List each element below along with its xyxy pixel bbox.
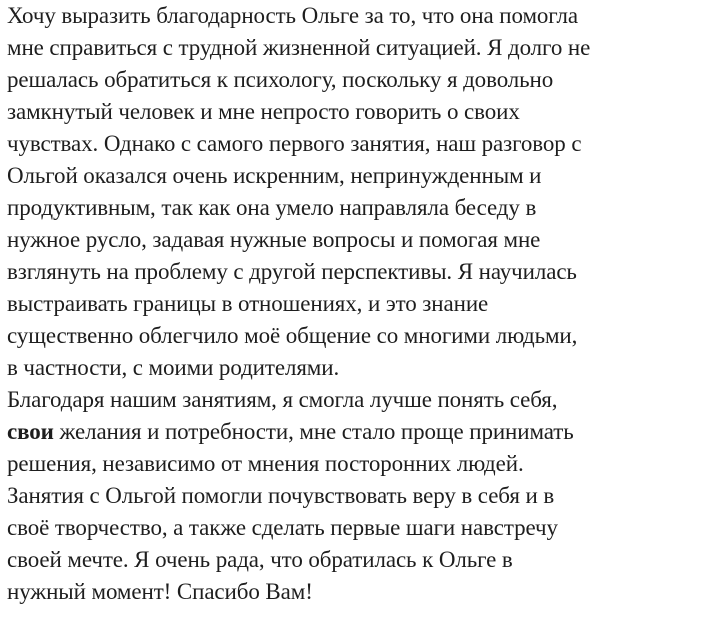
text-line-10: выстраивать границы в отношениях, и это знание (7, 291, 489, 316)
text-line-11: существенно облегчило моё общение со многими людьми, (7, 323, 578, 348)
text-line-17: своё творчество, а также сделать первые шаги навстречу (7, 515, 558, 540)
text-line-18: своей мечте. Я очень рада, что обратилась к Ольге в (7, 547, 513, 572)
text-line-15: решения, независимо от мнения посторонних людей. (7, 451, 524, 476)
text-line-6: Ольгой оказался очень искренним, непринужденным и (7, 163, 542, 188)
text-line-5: чувствах. Однако с самого первого занятия, наш разговор с (7, 131, 582, 156)
text-line-9: взглянуть на проблему с другой перспективы. Я научилась (7, 259, 577, 284)
text-line-7: продуктивным, так как она умело направляла беседу в (7, 195, 537, 220)
text-line-14-bold-word: свои (7, 419, 54, 444)
text-line-1: Хочу выразить благодарность Ольге за то, что она помогла (7, 3, 578, 28)
text-line-16: Занятия с Ольгой помогли почувствовать веру в себя и в (7, 483, 555, 508)
review-text (7, 0, 711, 608)
text-line-2: мне справиться с трудной жизненной ситуацией. Я долго не (7, 35, 591, 60)
text-line-8: нужное русло, задавая нужные вопросы и помогая мне (7, 227, 541, 252)
text-line-3: решалась обратиться к психологу, поскольку я довольно (7, 67, 554, 92)
text-line-13: Благодаря нашим занятиям, я смогла лучше понять себя, (7, 387, 558, 412)
text-line-4: замкнутый человек и мне непросто говорить о своих (7, 99, 520, 124)
text-line-19: нужный момент! Спасибо Вам! (7, 579, 313, 604)
text-line-14 (7, 416, 711, 448)
text-line-14-rest: желания и потребности, мне стало проще принимать (53, 419, 574, 444)
text-line-12: в частности, с моими родителями. (7, 355, 340, 380)
